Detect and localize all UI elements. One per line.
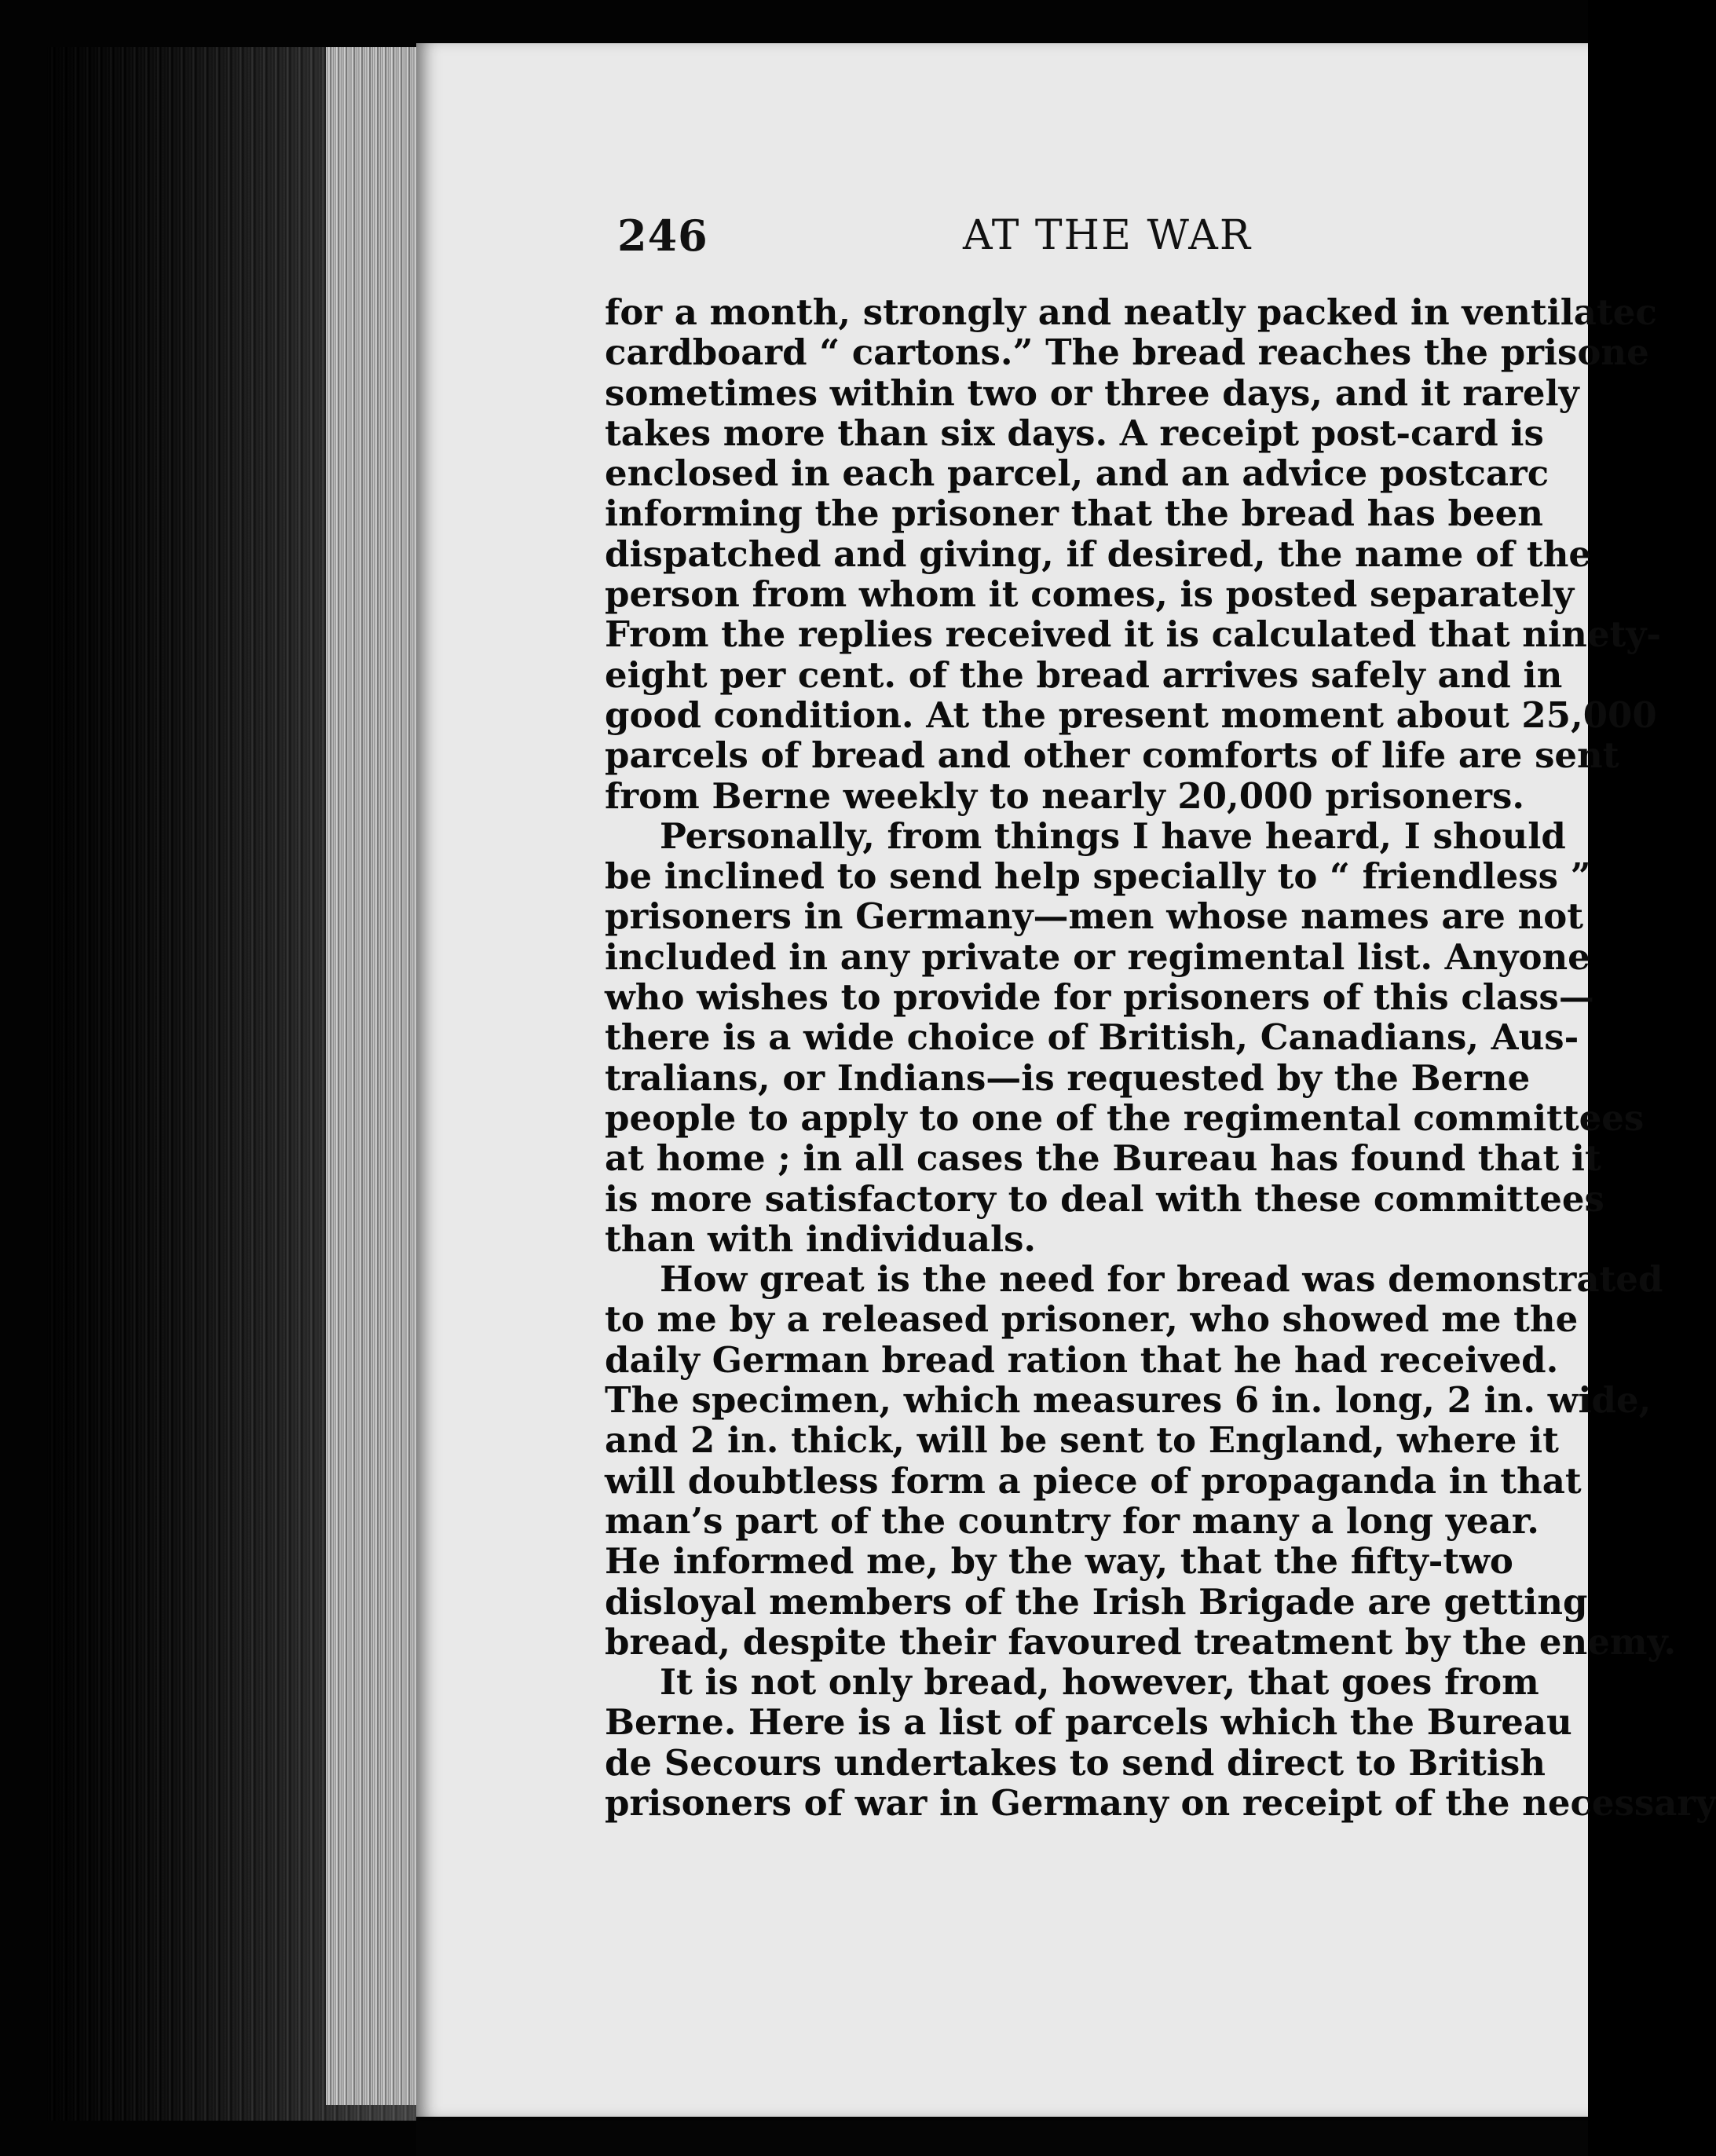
text-line: prisoners in Germany—men whose names are not bbox=[605, 895, 1584, 938]
text-line: prisoners of war in Germany on receipt of the necessary bbox=[605, 1781, 1716, 1824]
text-line: man’s part of the country for many a long year. bbox=[605, 1499, 1539, 1542]
page-header bbox=[617, 210, 1588, 265]
page-edges bbox=[326, 47, 420, 2105]
text-line: is more satisfactory to deal with these committees bbox=[605, 1177, 1604, 1220]
paragraph-start-line: How great is the need for bread was demonstrated bbox=[660, 1258, 1663, 1301]
body-text bbox=[605, 291, 1716, 1824]
text-line: there is a wide choice of British, Canadians, Aus- bbox=[605, 1016, 1579, 1059]
text-line: takes more than six days. A receipt post-card is bbox=[605, 412, 1544, 454]
text-line: Berne. Here is a list of parcels which the Bureau bbox=[605, 1701, 1572, 1744]
text-line: cardboard “ cartons.” The bread reaches the prisone bbox=[605, 331, 1649, 374]
text-line: and 2 in. thick, will be sent to England, where it bbox=[605, 1419, 1559, 1462]
text-line: daily German bread ration that he had received. bbox=[605, 1338, 1559, 1381]
text-line: to me by a released prisoner, who showed me the bbox=[605, 1298, 1579, 1341]
text-line: people to apply to one of the regimental committees bbox=[605, 1096, 1645, 1139]
text-line: From the replies received it is calculated that ninety- bbox=[605, 613, 1662, 656]
text-line: bread, despite their favoured treatment by the enemy. bbox=[605, 1620, 1677, 1663]
text-line: person from whom it comes, is posted separately bbox=[605, 573, 1575, 616]
paragraph-start-line: It is not only bread, however, that goes from bbox=[660, 1661, 1539, 1704]
text-line: parcels of bread and other comforts of life are sent bbox=[605, 734, 1619, 777]
text-line: for a month, strongly and neatly packed in ventilatec bbox=[605, 291, 1657, 333]
text-line: be inclined to send help specially to “ friendless ” bbox=[605, 855, 1591, 898]
page-number: 246 bbox=[617, 210, 708, 261]
paragraph-start-line: Personally, from things I have heard, I should bbox=[660, 814, 1566, 857]
text-line: will doubtless form a piece of propaganda in that bbox=[605, 1459, 1582, 1502]
text-line: than with individuals. bbox=[605, 1217, 1037, 1260]
text-line: included in any private or regimental list. Anyone bbox=[605, 935, 1590, 978]
text-line: He informed me, by the way, that the fifty-two bbox=[605, 1540, 1513, 1583]
running-title: AT THE WAR bbox=[963, 212, 1253, 259]
text-line: at home ; in all cases the Bureau has found that it bbox=[605, 1137, 1601, 1180]
text-line: enclosed in each parcel, and an advice postcarc bbox=[605, 452, 1550, 495]
text-line: de Secours undertakes to send direct to British bbox=[605, 1741, 1546, 1784]
text-line: dispatched and giving, if desired, the name of the bbox=[605, 533, 1592, 575]
text-line: good condition. At the present moment about 25,000 bbox=[605, 694, 1657, 736]
text-line: sometimes within two or three days, and it rarely bbox=[605, 372, 1579, 414]
text-line: The specimen, which measures 6 in. long, 2 in. wide, bbox=[605, 1379, 1652, 1422]
text-line: disloyal members of the Irish Brigade are getting bbox=[605, 1580, 1588, 1623]
text-line: informing the prisoner that the bread has been bbox=[605, 492, 1543, 535]
text-line: eight per cent. of the bread arrives safely and in bbox=[605, 653, 1563, 696]
text-line: tralians, or Indians—is requested by the Berne bbox=[605, 1056, 1531, 1099]
page-bottom-shadow bbox=[416, 2121, 1588, 2156]
text-line: who wishes to provide for prisoners of this class— bbox=[605, 976, 1594, 1019]
text-line: from Berne weekly to nearly 20,000 prisoners. bbox=[605, 774, 1524, 817]
